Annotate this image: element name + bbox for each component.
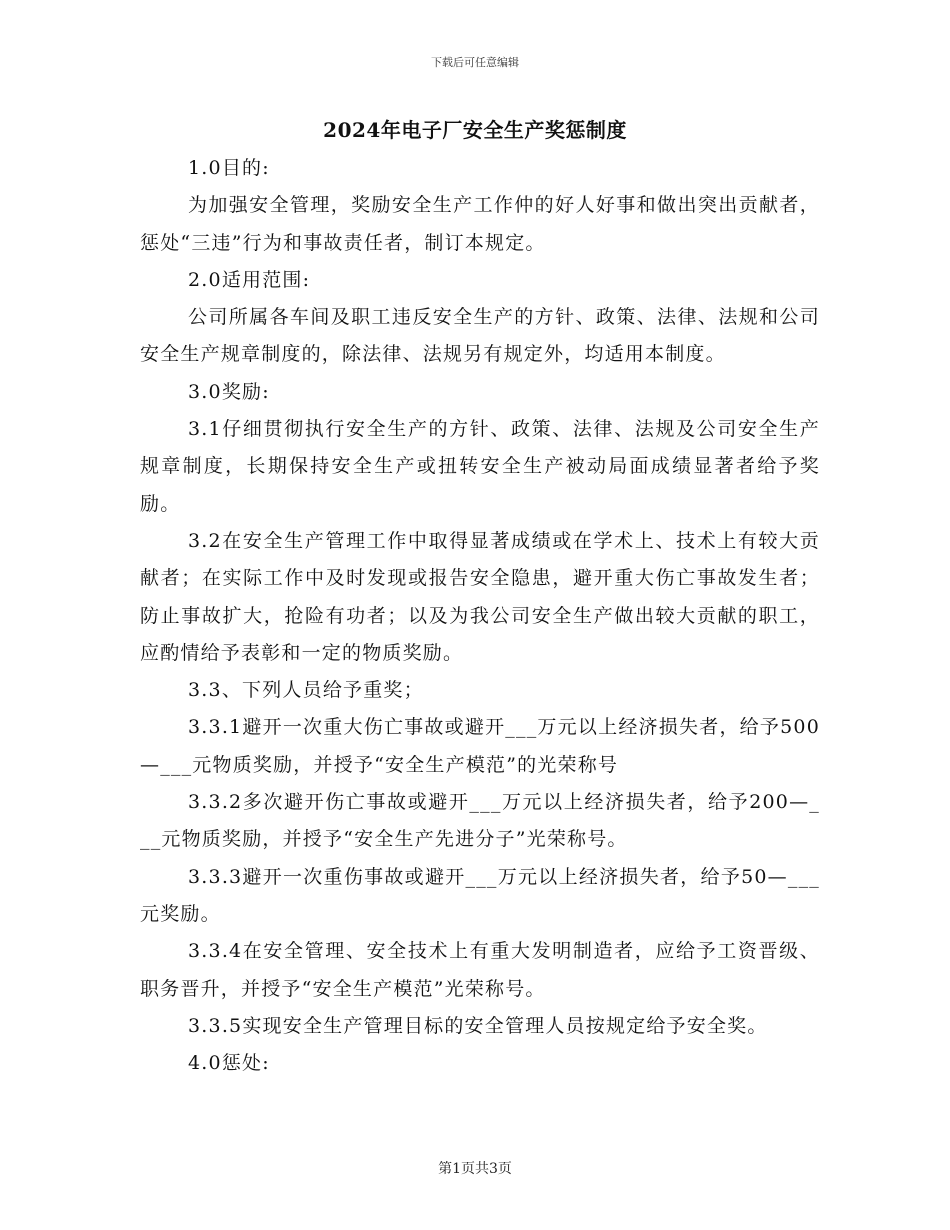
paragraph-3-1: 3.1仔细贯彻执行安全生产的方针、政策、法律、法规及公司安全生产规章制度，长期保持安全生产或扭转安全生产被动局面成绩显著者给予奖励。 [140,418,820,515]
page-number: 第1页共3页 [438,1161,512,1177]
paragraph-3-3-5: 3.3.5实现安全生产管理目标的安全管理人员按规定给予安全奖。 [188,1014,768,1037]
paragraph-3-3-2: 3.3.2多次避开伤亡事故或避开___万元以上经济损失者，给予200—___元物质奖励，并授予“安全生产先进分子”光荣称号。 [140,791,820,851]
heading-penalties: 4.0惩处: [188,1052,270,1075]
heading-3-3: 3.3、下列人员给予重奖； [188,679,424,702]
paragraph-scope: 公司所属各车间及职工违反安全生产的方针、政策、法律、法规和公司安全生产规章制度的，除法律、法规另有规定外，均适用本制度。 [140,306,820,366]
document-body [140,150,820,1082]
heading-purpose: 1.0目的: [188,157,270,179]
heading-rewards: 3.0奖励: [188,380,270,403]
document-title: 2024年电子厂安全生产奖惩制度 [323,118,627,142]
paragraph-3-3-3: 3.3.3避开一次重伤事故或避开___万元以上经济损失者，给予50—___元奖励。 [140,865,820,925]
paragraph-purpose: 为加强安全管理，奖励安全生产工作仲的好人好事和做出突出贡献者，惩处“三违”行为和事故责任者，制订本规定。 [140,194,820,254]
paragraph-3-2: 3.2在安全生产管理工作中取得显著成绩或在学术上、技术上有较大贡献者；在实际工作中及时发现或报告安全隐患，避开重大伤亡事故发生者；防止事故扩大，抢险有功者；以及为我公司安全生产做出较大贡献的职工，应酌情给予表彰和一定的物质奖励。 [140,529,820,664]
heading-scope: 2.0适用范围: [188,268,311,291]
header-note: 下载后可任意编辑 [431,56,519,69]
paragraph-3-3-4: 3.3.4在安全管理、安全技术上有重大发明制造者，应给予工资晋级、职务晋升，并授予“安全生产模范”光荣称号。 [140,940,820,1000]
paragraph-3-3-1: 3.3.1避开一次重大伤亡事故或避开___万元以上经济损失者，给予500—___元物质奖励，并授予“安全生产模范”的光荣称号 [140,716,820,776]
